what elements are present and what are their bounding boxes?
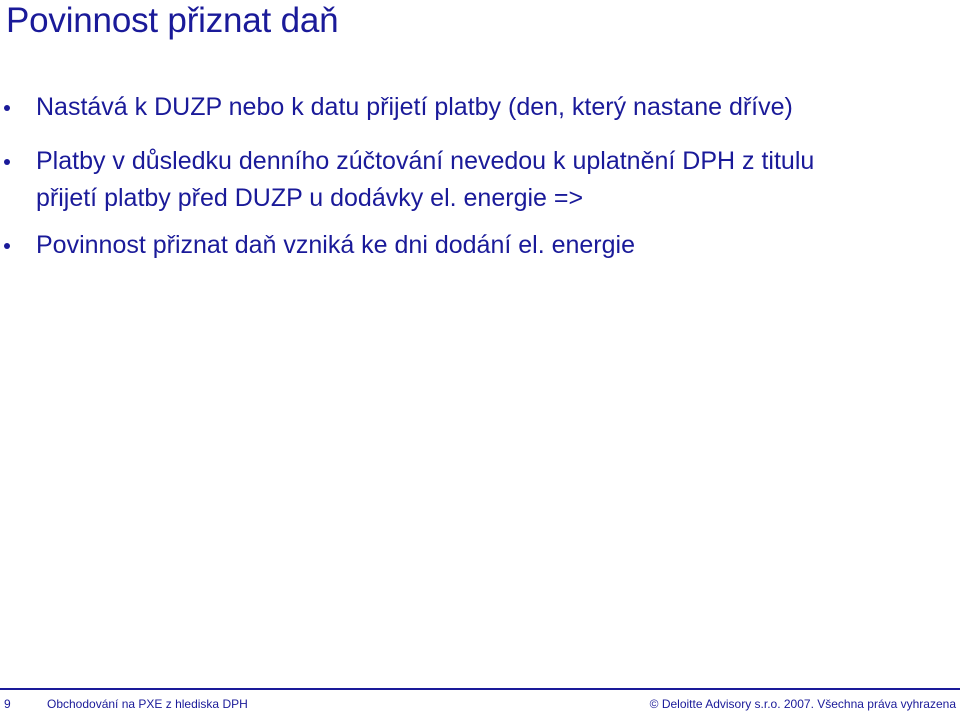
bullet-text [36, 143, 936, 217]
bullet-dot-icon [4, 105, 10, 111]
slide-title: Povinnost přiznat daň [6, 1, 339, 40]
bullet-line: Platby v důsledku denního zúčtování nevedou k uplatnění DPH z titulu [36, 147, 815, 175]
footer-presentation-title: Obchodování na PXE z hlediska DPH [47, 697, 248, 711]
page-number: 9 [4, 697, 11, 711]
footer-copyright: © Deloitte Advisory s.r.o. 2007. Všechna práva vyhrazena [649, 697, 956, 711]
bullet-line: přijetí platby před DUZP u dodávky el. energie => [36, 184, 584, 212]
footer-divider [0, 688, 960, 690]
bullet-line: Nastává k DUZP nebo k datu přijetí platby (den, který nastane dříve) [36, 93, 793, 121]
bullet-text [36, 227, 936, 264]
bullet-dot-icon [4, 159, 10, 165]
bullet-line: Povinnost přiznat daň vzniká ke dni dodání el. energie [36, 231, 635, 259]
bullet-text [36, 89, 936, 126]
bullet-dot-icon [4, 243, 10, 249]
